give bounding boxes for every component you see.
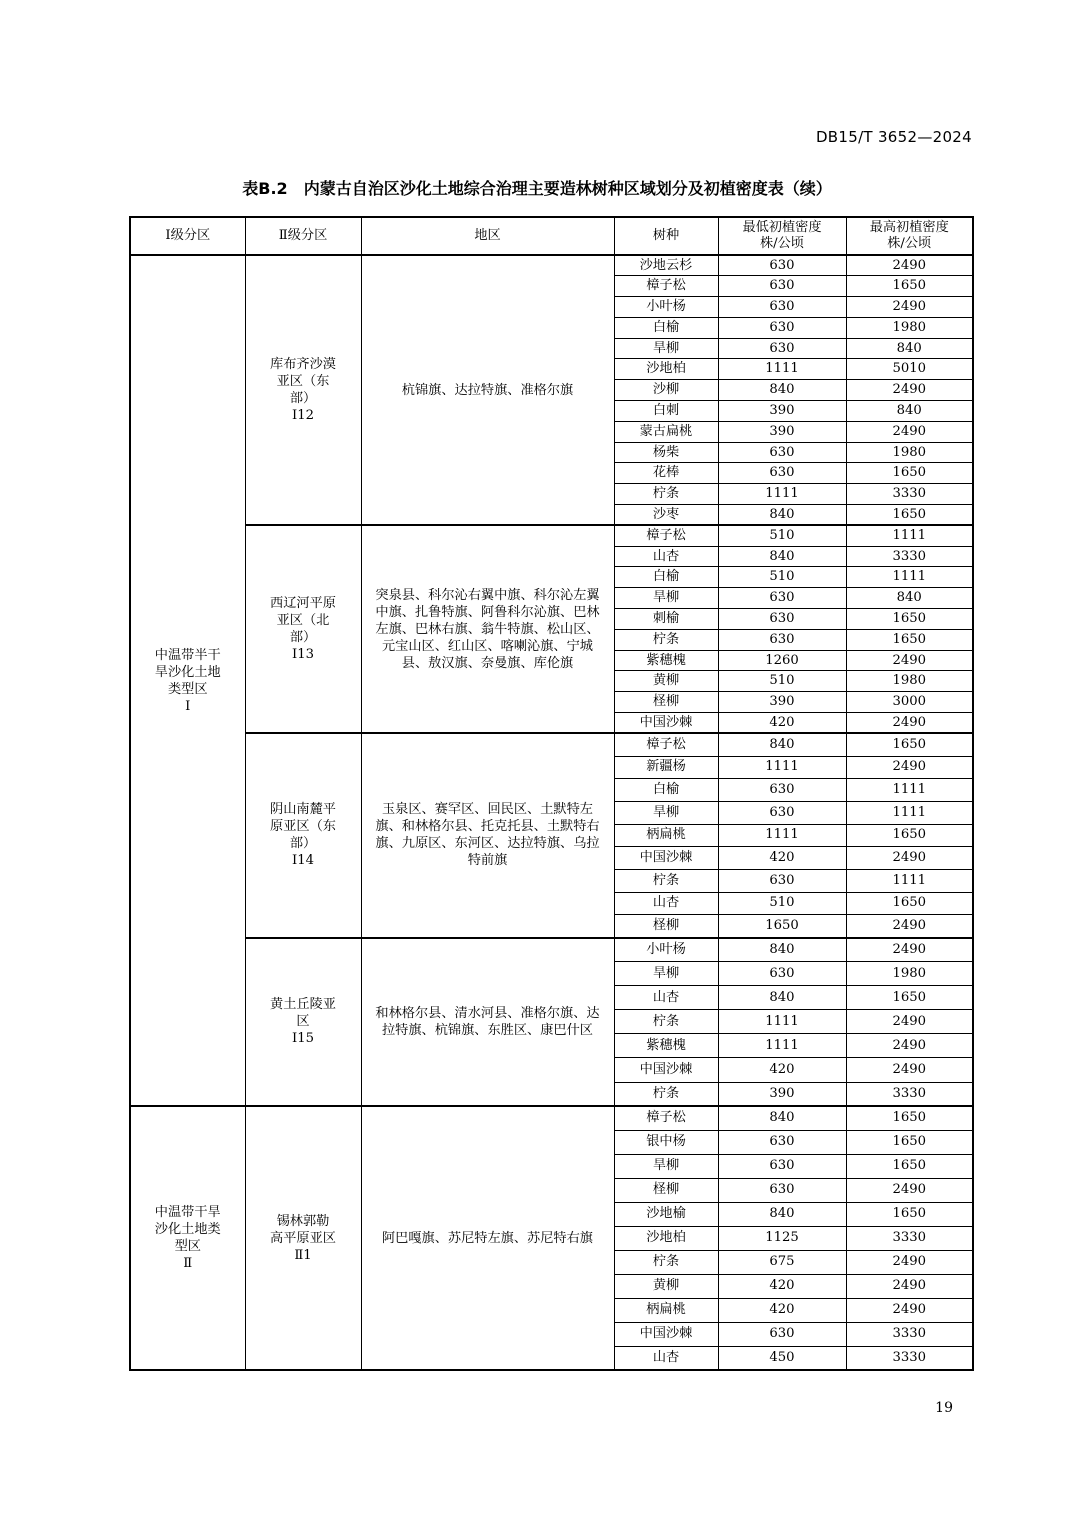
min-density-cell: 1125 xyxy=(718,1226,846,1250)
tree-species-cell: 柄扁桃 xyxy=(614,824,718,847)
max-density-cell: 2490 xyxy=(846,847,973,870)
tree-species-cell: 中国沙棘 xyxy=(614,1058,718,1082)
tree-species-cell: 沙柳 xyxy=(614,380,718,401)
tree-species-cell: 旱柳 xyxy=(614,1154,718,1178)
level2-zone-cell: 西辽河平原 亚区（北 部） Ⅰ13 xyxy=(245,525,361,733)
max-density-cell: 1650 xyxy=(846,986,973,1010)
max-density-cell: 3330 xyxy=(846,1226,973,1250)
tree-species-cell: 花棒 xyxy=(614,463,718,484)
tree-species-cell: 柽柳 xyxy=(614,915,718,938)
min-density-cell: 420 xyxy=(718,713,846,734)
min-density-cell: 390 xyxy=(718,401,846,422)
max-density-cell: 2490 xyxy=(846,1178,973,1202)
tree-species-cell: 紫穗槐 xyxy=(614,650,718,671)
min-density-cell: 1111 xyxy=(718,756,846,779)
max-density-cell: 1650 xyxy=(846,1130,973,1154)
min-density-cell: 675 xyxy=(718,1250,846,1274)
tree-species-cell: 樟子松 xyxy=(614,733,718,756)
table-row xyxy=(130,938,973,962)
table-body xyxy=(130,255,973,1370)
max-density-cell: 3330 xyxy=(846,1082,973,1106)
min-density-cell: 630 xyxy=(718,276,846,297)
level2-zone-cell: 库布齐沙漠 亚区（东 部） Ⅰ12 xyxy=(245,255,361,525)
header-min-density: 最低初植密度 株/公顷 xyxy=(718,217,846,255)
tree-species-cell: 山杏 xyxy=(614,546,718,567)
tree-species-cell: 柠条 xyxy=(614,629,718,650)
max-density-cell: 840 xyxy=(846,401,973,422)
max-density-cell: 2490 xyxy=(846,1010,973,1034)
max-density-cell: 840 xyxy=(846,338,973,359)
min-density-cell: 510 xyxy=(718,892,846,915)
tree-species-cell: 柠条 xyxy=(614,869,718,892)
tree-species-cell: 沙地榆 xyxy=(614,1202,718,1226)
table-header-row xyxy=(130,217,973,255)
max-density-cell: 1111 xyxy=(846,801,973,824)
min-density-cell: 420 xyxy=(718,1058,846,1082)
max-density-cell: 1650 xyxy=(846,892,973,915)
min-density-cell: 630 xyxy=(718,609,846,630)
max-density-cell: 3330 xyxy=(846,1346,973,1370)
min-density-cell: 1650 xyxy=(718,915,846,938)
tree-species-cell: 沙地云杉 xyxy=(614,255,718,276)
min-density-cell: 420 xyxy=(718,1298,846,1322)
tree-species-cell: 柄扁桃 xyxy=(614,1298,718,1322)
min-density-cell: 630 xyxy=(718,1178,846,1202)
tree-species-cell: 樟子松 xyxy=(614,525,718,546)
tree-species-cell: 白榆 xyxy=(614,779,718,802)
max-density-cell: 1650 xyxy=(846,1202,973,1226)
header-level2-zone: Ⅱ级分区 xyxy=(245,217,361,255)
max-density-cell: 2490 xyxy=(846,1058,973,1082)
level1-zone-cell: 中温带干旱 沙化土地类 型区 Ⅱ xyxy=(130,1106,245,1370)
tree-species-cell: 柠条 xyxy=(614,1082,718,1106)
min-density-cell: 840 xyxy=(718,1106,846,1130)
min-density-cell: 630 xyxy=(718,1130,846,1154)
min-density-cell: 420 xyxy=(718,1274,846,1298)
min-density-cell: 1111 xyxy=(718,1010,846,1034)
tree-species-cell: 杨柴 xyxy=(614,442,718,463)
max-density-cell: 2490 xyxy=(846,255,973,276)
min-density-cell: 630 xyxy=(718,255,846,276)
tree-species-cell: 山杏 xyxy=(614,1346,718,1370)
min-density-cell: 630 xyxy=(718,629,846,650)
tree-species-cell: 沙地柏 xyxy=(614,1226,718,1250)
max-density-cell: 2490 xyxy=(846,650,973,671)
region-cell: 阿巴嘎旗、苏尼特左旗、苏尼特右旗 xyxy=(361,1106,614,1370)
max-density-cell: 2490 xyxy=(846,1034,973,1058)
min-density-cell: 840 xyxy=(718,546,846,567)
page-number: 19 xyxy=(935,1400,953,1416)
tree-species-cell: 沙地柏 xyxy=(614,359,718,380)
max-density-cell: 2490 xyxy=(846,1250,973,1274)
min-density-cell: 840 xyxy=(718,986,846,1010)
tree-species-cell: 柠条 xyxy=(614,1250,718,1274)
min-density-cell: 630 xyxy=(718,1154,846,1178)
max-density-cell: 1980 xyxy=(846,671,973,692)
tree-species-cell: 蒙古扁桃 xyxy=(614,421,718,442)
max-density-cell: 3330 xyxy=(846,484,973,505)
tree-species-cell: 樟子松 xyxy=(614,276,718,297)
tree-species-cell: 山杏 xyxy=(614,892,718,915)
min-density-cell: 1111 xyxy=(718,1034,846,1058)
max-density-cell: 2490 xyxy=(846,297,973,318)
min-density-cell: 630 xyxy=(718,779,846,802)
level2-zone-cell: 黄土丘陵亚 区 Ⅰ15 xyxy=(245,938,361,1107)
max-density-cell: 1980 xyxy=(846,442,973,463)
max-density-cell: 1650 xyxy=(846,463,973,484)
max-density-cell: 1111 xyxy=(846,869,973,892)
header-max-density: 最高初植密度 株/公顷 xyxy=(846,217,973,255)
min-density-cell: 510 xyxy=(718,525,846,546)
header-level1-zone: Ⅰ级分区 xyxy=(130,217,245,255)
tree-species-cell: 中国沙棘 xyxy=(614,713,718,734)
tree-species-cell: 柽柳 xyxy=(614,1178,718,1202)
max-density-cell: 1650 xyxy=(846,276,973,297)
max-density-cell: 2490 xyxy=(846,1298,973,1322)
min-density-cell: 630 xyxy=(718,297,846,318)
tree-species-cell: 旱柳 xyxy=(614,588,718,609)
max-density-cell: 1111 xyxy=(846,779,973,802)
table-caption: 表B.2 内蒙古自治区沙化土地综合治理主要造林树种区域划分及初植密度表（续） xyxy=(242,179,832,198)
max-density-cell: 2490 xyxy=(846,1274,973,1298)
tree-species-cell: 黄柳 xyxy=(614,1274,718,1298)
max-density-cell: 1650 xyxy=(846,824,973,847)
tree-species-cell: 黄柳 xyxy=(614,671,718,692)
max-density-cell: 2490 xyxy=(846,380,973,401)
level2-zone-cell: 阴山南麓平 原亚区（东 部） Ⅰ14 xyxy=(245,733,361,937)
min-density-cell: 1111 xyxy=(718,484,846,505)
min-density-cell: 630 xyxy=(718,1322,846,1346)
tree-species-cell: 山杏 xyxy=(614,986,718,1010)
min-density-cell: 630 xyxy=(718,442,846,463)
table-row xyxy=(130,733,973,756)
max-density-cell: 2490 xyxy=(846,756,973,779)
tree-species-cell: 柠条 xyxy=(614,1010,718,1034)
tree-species-cell: 小叶杨 xyxy=(614,938,718,962)
tree-species-cell: 旱柳 xyxy=(614,801,718,824)
min-density-cell: 840 xyxy=(718,938,846,962)
tree-species-cell: 刺榆 xyxy=(614,609,718,630)
min-density-cell: 630 xyxy=(718,338,846,359)
min-density-cell: 390 xyxy=(718,1082,846,1106)
min-density-cell: 510 xyxy=(718,671,846,692)
max-density-cell: 2490 xyxy=(846,713,973,734)
max-density-cell: 1650 xyxy=(846,733,973,756)
tree-species-cell: 沙枣 xyxy=(614,505,718,526)
level1-zone-cell: 中温带半干 旱沙化土地 类型区 Ⅰ xyxy=(130,255,245,1106)
max-density-cell: 840 xyxy=(846,588,973,609)
max-density-cell: 3330 xyxy=(846,546,973,567)
min-density-cell: 840 xyxy=(718,380,846,401)
min-density-cell: 420 xyxy=(718,847,846,870)
species-density-table xyxy=(129,216,974,1371)
tree-species-cell: 白刺 xyxy=(614,401,718,422)
max-density-cell: 1650 xyxy=(846,629,973,650)
min-density-cell: 840 xyxy=(718,733,846,756)
max-density-cell: 2490 xyxy=(846,421,973,442)
min-density-cell: 390 xyxy=(718,692,846,713)
table-row xyxy=(130,525,973,546)
tree-species-cell: 柽柳 xyxy=(614,692,718,713)
tree-species-cell: 旱柳 xyxy=(614,338,718,359)
max-density-cell: 1980 xyxy=(846,962,973,986)
min-density-cell: 840 xyxy=(718,1202,846,1226)
min-density-cell: 1260 xyxy=(718,650,846,671)
max-density-cell: 2490 xyxy=(846,938,973,962)
tree-species-cell: 旱柳 xyxy=(614,962,718,986)
min-density-cell: 630 xyxy=(718,869,846,892)
min-density-cell: 630 xyxy=(718,801,846,824)
region-cell: 玉泉区、赛罕区、回民区、土默特左旗、和林格尔县、托克托县、土默特右旗、九原区、东河区、达拉特旗、乌拉特前旗 xyxy=(361,733,614,937)
level2-zone-cell: 锡林郭勒 高平原亚区 Ⅱ1 xyxy=(245,1106,361,1370)
tree-species-cell: 中国沙棘 xyxy=(614,847,718,870)
min-density-cell: 630 xyxy=(718,463,846,484)
min-density-cell: 450 xyxy=(718,1346,846,1370)
min-density-cell: 630 xyxy=(718,317,846,338)
table-row xyxy=(130,255,973,276)
tree-species-cell: 柠条 xyxy=(614,484,718,505)
tree-species-cell: 中国沙棘 xyxy=(614,1322,718,1346)
min-density-cell: 840 xyxy=(718,505,846,526)
tree-species-cell: 白榆 xyxy=(614,317,718,338)
min-density-cell: 630 xyxy=(718,962,846,986)
region-cell: 杭锦旗、达拉特旗、准格尔旗 xyxy=(361,255,614,525)
tree-species-cell: 紫穗槐 xyxy=(614,1034,718,1058)
min-density-cell: 1111 xyxy=(718,359,846,380)
min-density-cell: 510 xyxy=(718,567,846,588)
header-tree-species: 树种 xyxy=(614,217,718,255)
header-region: 地区 xyxy=(361,217,614,255)
tree-species-cell: 银中杨 xyxy=(614,1130,718,1154)
max-density-cell: 1111 xyxy=(846,525,973,546)
min-density-cell: 390 xyxy=(718,421,846,442)
region-cell: 和林格尔县、清水河县、准格尔旗、达拉特旗、杭锦旗、东胜区、康巴什区 xyxy=(361,938,614,1107)
max-density-cell: 2490 xyxy=(846,915,973,938)
tree-species-cell: 小叶杨 xyxy=(614,297,718,318)
min-density-cell: 630 xyxy=(718,588,846,609)
max-density-cell: 1650 xyxy=(846,505,973,526)
max-density-cell: 1980 xyxy=(846,317,973,338)
table-row xyxy=(130,1106,973,1130)
max-density-cell: 1650 xyxy=(846,609,973,630)
region-cell: 突泉县、科尔沁右翼中旗、科尔沁左翼中旗、扎鲁特旗、阿鲁科尔沁旗、巴林左旗、巴林右旗、翁牛特旗、松山区、元宝山区、红山区、喀喇沁旗、宁城县、敖汉旗、奈曼旗、库伦旗 xyxy=(361,525,614,733)
max-density-cell: 1111 xyxy=(846,567,973,588)
max-density-cell: 5010 xyxy=(846,359,973,380)
max-density-cell: 3330 xyxy=(846,1322,973,1346)
tree-species-cell: 白榆 xyxy=(614,567,718,588)
tree-species-cell: 樟子松 xyxy=(614,1106,718,1130)
max-density-cell: 1650 xyxy=(846,1106,973,1130)
max-density-cell: 1650 xyxy=(846,1154,973,1178)
tree-species-cell: 新疆杨 xyxy=(614,756,718,779)
document-code: DB15/T 3652—2024 xyxy=(815,128,972,146)
min-density-cell: 1111 xyxy=(718,824,846,847)
max-density-cell: 3000 xyxy=(846,692,973,713)
